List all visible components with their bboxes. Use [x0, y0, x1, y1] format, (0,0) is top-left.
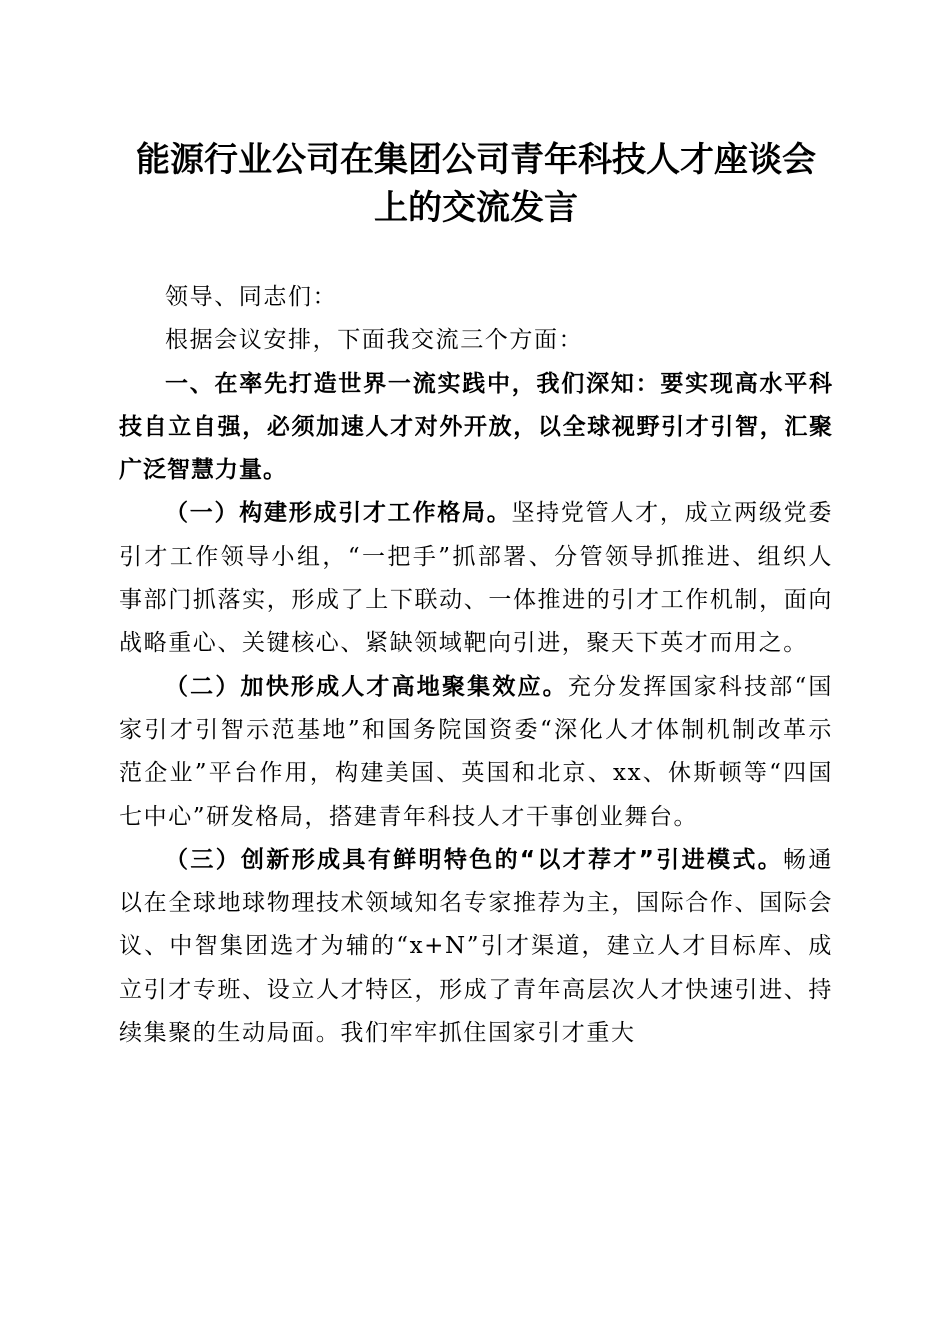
item-subheading-2: （二）加快形成人才高地聚集效应。	[165, 673, 568, 700]
item-text-1: 坚持党管人才，成立两级党委引才工作领导小组，“一把手”抓部署、分管领导抓推进、组织人事部门抓落实，形成了上下联动、一体推进的引才工作机制，面向战略重心、关键核心、紧缺领域靶向引进，聚天下英才而用之。	[119, 500, 833, 657]
item-paragraph-1	[119, 492, 833, 665]
item-paragraph-3	[119, 839, 833, 1055]
item-subheading-1: （一）构建形成引才工作格局。	[165, 500, 512, 527]
title-line-1: 能源行业公司在集团公司青年科技人才座谈会	[136, 140, 816, 180]
item-text-3: 畅通以在全球地球物理技术领域知名专家推荐为主，国际合作、国际会议、中智集团选才为辅的“x+N”引才渠道，建立人才目标库、成立引才专班、设立人才特区，形成了青年高层次人才快速引进、持续集聚的生动局面。我们牢牢抓住国家引才重大	[119, 846, 833, 1047]
intro-paragraph: 根据会议安排，下面我交流三个方面：	[165, 327, 584, 354]
title-line-2: 上的交流发言	[374, 188, 578, 228]
item-paragraph-2	[119, 666, 833, 839]
salutation: 领导、同志们：	[165, 284, 338, 310]
item-subheading-3: （三）创新形成具有鲜明特色的“以才荐才”引进模式。	[165, 846, 784, 873]
section-heading-1: 一、在率先打造世界一流实践中，我们深知：要实现高水平科技自立自强，必须加速人才对外开放，以全球视野引才引智，汇聚广泛智慧力量。	[119, 370, 833, 484]
document-body	[119, 276, 833, 1055]
item-text-2: 充分发挥国家科技部“国家引才引智示范基地”和国务院国资委“深化人才体制机制改革示范企业”平台作用，构建美国、英国和北京、xx、休斯顿等“四国七中心”研发格局，搭建青年科技人才干事创业舞台。	[119, 673, 833, 830]
document-title	[119, 136, 833, 232]
